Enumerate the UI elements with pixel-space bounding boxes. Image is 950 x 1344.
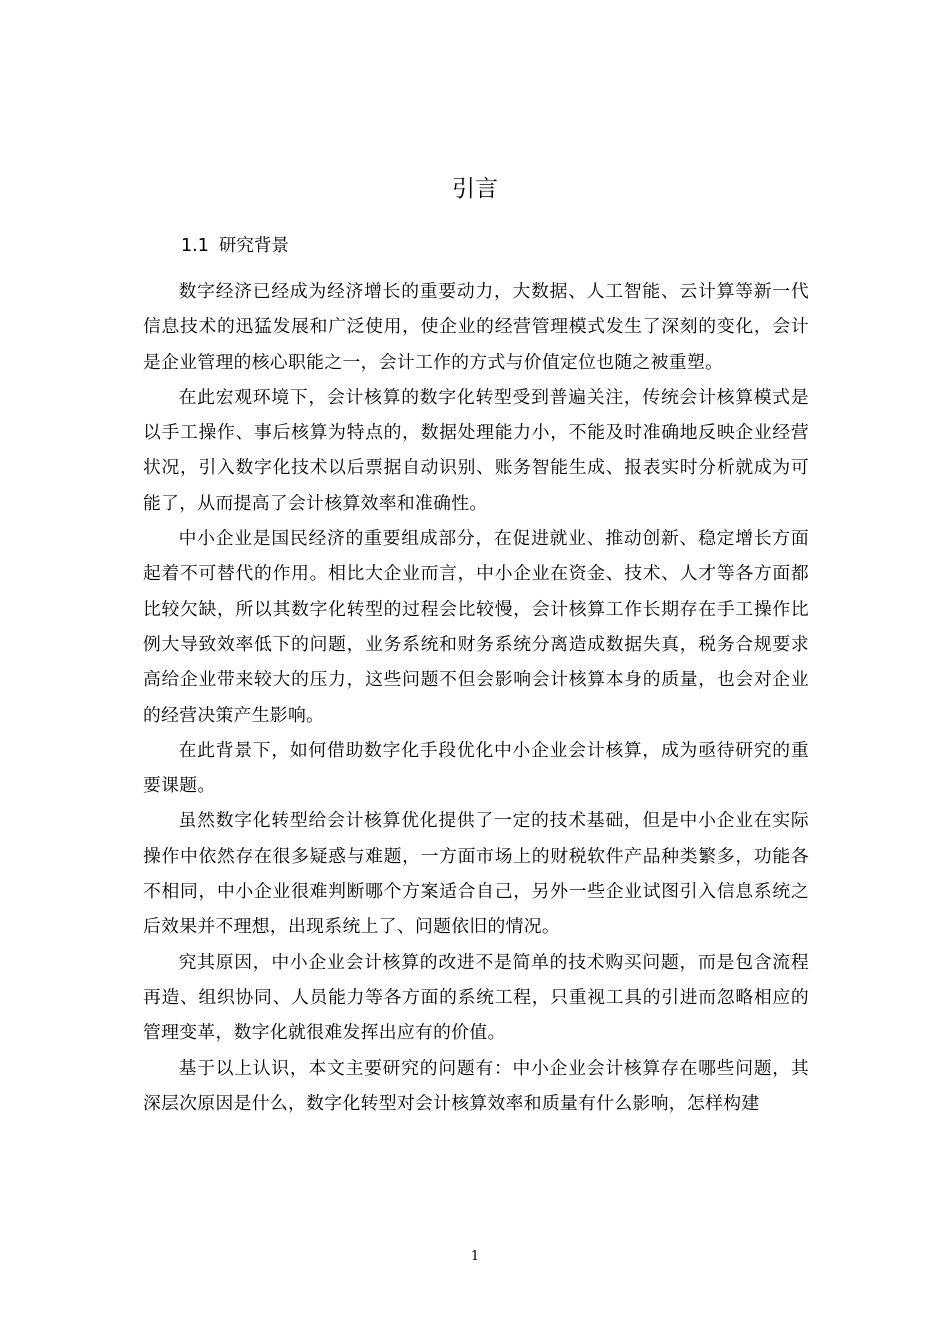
- body-text: [143, 274, 809, 1121]
- chapter-title: 引言: [452, 176, 498, 202]
- section-number: 1.1: [181, 236, 209, 256]
- paragraph: 基于以上认识，本文主要研究的问题有：中小企业会计核算存在哪些问题，其深层次原因是什么，数字化转型对会计核算效率和质量有什么影响，怎样构建: [143, 1057, 809, 1114]
- page-number: 1: [470, 1249, 480, 1264]
- section-heading: [181, 232, 289, 260]
- paragraph: 究其原因，中小企业会计核算的改进不是简单的技术购买问题，而是包含流程再造、组织协同、人员能力等各方面的系统工程，只重视工具的引进而忽略相应的管理变革，数字化就很难发挥出应有的价值。: [143, 951, 809, 1044]
- section-title: 研究背景: [218, 236, 289, 256]
- paragraph: 在此宏观环境下，会计核算的数字化转型受到普遍关注，传统会计核算模式是以手工操作、事后核算为特点的，数据处理能力小，不能及时准确地反映企业经营状况，引入数字化技术以后票据自动识别、账务智能生成、报表实时分析就成为可能了，从而提高了会计核算效率和准确性。: [143, 386, 809, 514]
- paragraph: 中小企业是国民经济的重要组成部分，在促进就业、推动创新、稳定增长方面起着不可替代的作用。相比大企业而言，中小企业在资金、技术、人才等各方面都比较欠缺，所以其数字化转型的过程会比较慢，会计核算工作长期存在手工操作比例大导致效率低下的问题，业务系统和财务系统分离造成数据失真，税务合规要求高给企业带来较大的压力，这些问题不但会影响会计核算本身的质量，也会对企业的经营决策产生影响。: [143, 528, 809, 726]
- paragraph: 在此背景下，如何借助数字化手段优化中小企业会计核算，成为亟待研究的重要课题。: [143, 739, 809, 797]
- paragraph: 数字经济已经成为经济增长的重要动力，大数据、人工智能、云计算等新一代信息技术的迅猛发展和广泛使用，使企业的经营管理模式发生了深刻的变化，会计是企业管理的核心职能之一，会计工作的方式与价值定位也随之被重塑。: [143, 281, 809, 373]
- paragraph: 虽然数字化转型给会计核算优化提供了一定的技术基础，但是中小企业在实际操作中依然存在很多疑惑与难题，一方面市场上的财税软件产品种类繁多，功能各不相同，中小企业很难判断哪个方案适合自己，另外一些企业试图引入信息系统之后效果并不理想，出现系统上了、问题依旧的情况。: [143, 810, 809, 938]
